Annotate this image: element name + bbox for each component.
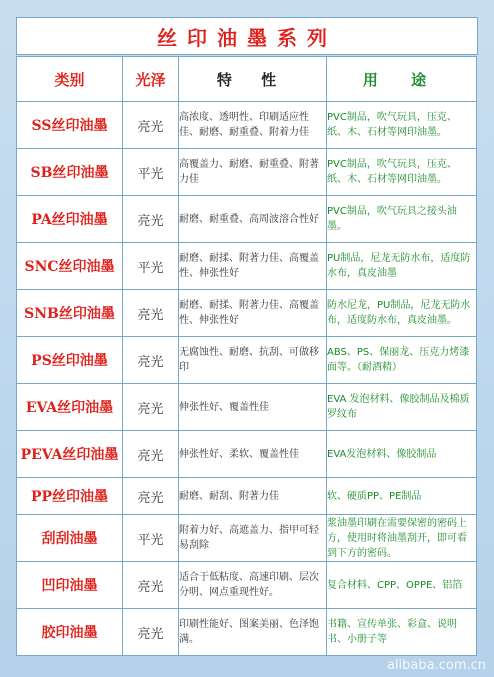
row-gloss: 亮光	[123, 337, 179, 384]
watermark: alibaba.com.cn	[386, 658, 486, 673]
row-features: 印刷性能好、图案美丽、色泽饱满。	[179, 609, 327, 656]
row-uses: ABS、PS、保丽龙、压克力烤漆面等。（耐酒精）	[327, 337, 477, 384]
page-title: 丝印油墨系列	[157, 25, 337, 50]
row-features: 伸张性好、覆盖性佳	[179, 384, 327, 431]
row-features: 耐磨、耐揉、附著力佳、高覆盖性、伸张性好	[179, 243, 327, 290]
row-category: 胶印油墨	[17, 609, 123, 656]
table-row	[17, 431, 477, 478]
row-gloss: 平光	[123, 149, 179, 196]
table-row	[17, 196, 477, 243]
header-category: 类别	[17, 57, 123, 102]
row-uses: 复合材料、CPP、OPPE、铝箔	[327, 562, 477, 609]
row-uses: 书籍、宣传单张、彩盒、说明书、小册子等	[327, 609, 477, 656]
row-features: 高浓度、透明性、印刷适应性佳、耐磨、耐重叠、附着力佳	[179, 102, 327, 149]
row-category: PEVA丝印油墨	[17, 431, 123, 478]
row-gloss: 亮光	[123, 562, 179, 609]
title-box	[16, 17, 478, 55]
row-gloss: 平光	[123, 243, 179, 290]
row-features: 附着力好、高遮盖力、指甲可轻易刮除	[179, 515, 327, 562]
row-gloss: 亮光	[123, 196, 179, 243]
table-row	[17, 243, 477, 290]
row-gloss: 亮光	[123, 609, 179, 656]
row-category: SNB丝印油墨	[17, 290, 123, 337]
row-category: SS丝印油墨	[17, 102, 123, 149]
table-header-row	[17, 57, 477, 102]
row-gloss: 亮光	[123, 478, 179, 515]
row-uses: 防水尼龙，PU制品，尼龙无防水布，适度防水布，真皮油墨。	[327, 290, 477, 337]
row-category: SB丝印油墨	[17, 149, 123, 196]
row-category: PP丝印油墨	[17, 478, 123, 515]
table-row	[17, 609, 477, 656]
row-uses: PVC制品，吹气玩具之接头油墨。	[327, 196, 477, 243]
row-features: 无腐蚀性、耐磨、抗刮、可做移印	[179, 337, 327, 384]
row-features: 耐磨、耐揉、附著力佳、高覆盖性、伸张性好	[179, 290, 327, 337]
table-row	[17, 478, 477, 515]
header-features: 特 性	[179, 57, 327, 102]
table-row	[17, 149, 477, 196]
row-gloss: 亮光	[123, 384, 179, 431]
row-category: 刮刮油墨	[17, 515, 123, 562]
row-uses: 软、硬质PP、PE制品	[327, 478, 477, 515]
row-category: PS丝印油墨	[17, 337, 123, 384]
table-row	[17, 384, 477, 431]
row-uses: 浆油墨印刷在需要保密的密码上方，使用时将油墨刮开，即可看到下方的密码。	[327, 515, 477, 562]
row-uses: PVC制品，吹气玩具，压克、纸、木、石材等网印油墨。	[327, 102, 477, 149]
row-features: 耐磨、耐重叠、高周波溶合性好	[179, 196, 327, 243]
row-features: 高覆盖力、耐磨、耐重叠、附著力佳	[179, 149, 327, 196]
row-features: 耐磨、耐刮、附著力佳	[179, 478, 327, 515]
header-gloss: 光泽	[123, 57, 179, 102]
table-row	[17, 515, 477, 562]
row-category: 凹印油墨	[17, 562, 123, 609]
row-uses: PVC制品，吹气玩具，压克、纸、木、石材等网印油墨。	[327, 149, 477, 196]
row-gloss: 平光	[123, 515, 179, 562]
row-category: SNC丝印油墨	[17, 243, 123, 290]
table-row	[17, 562, 477, 609]
row-uses: EVA 发泡材料、像胶制品及棉质罗纹布	[327, 384, 477, 431]
row-gloss: 亮光	[123, 431, 179, 478]
row-gloss: 亮光	[123, 102, 179, 149]
header-uses: 用 途	[327, 57, 477, 102]
table-row	[17, 337, 477, 384]
row-features: 伸张性好、柔软、覆盖性佳	[179, 431, 327, 478]
row-uses: EVA发泡材料、像胶制品	[327, 431, 477, 478]
row-category: EVA丝印油墨	[17, 384, 123, 431]
row-gloss: 亮光	[123, 290, 179, 337]
table-row	[17, 102, 477, 149]
table-row	[17, 290, 477, 337]
row-category: PA丝印油墨	[17, 196, 123, 243]
row-features: 适合于低粘度、高速印刷、层次分明、网点重现性好。	[179, 562, 327, 609]
ink-table	[16, 56, 477, 656]
row-uses: PU制品，尼龙无防水布，适度防水布，真皮油墨	[327, 243, 477, 290]
